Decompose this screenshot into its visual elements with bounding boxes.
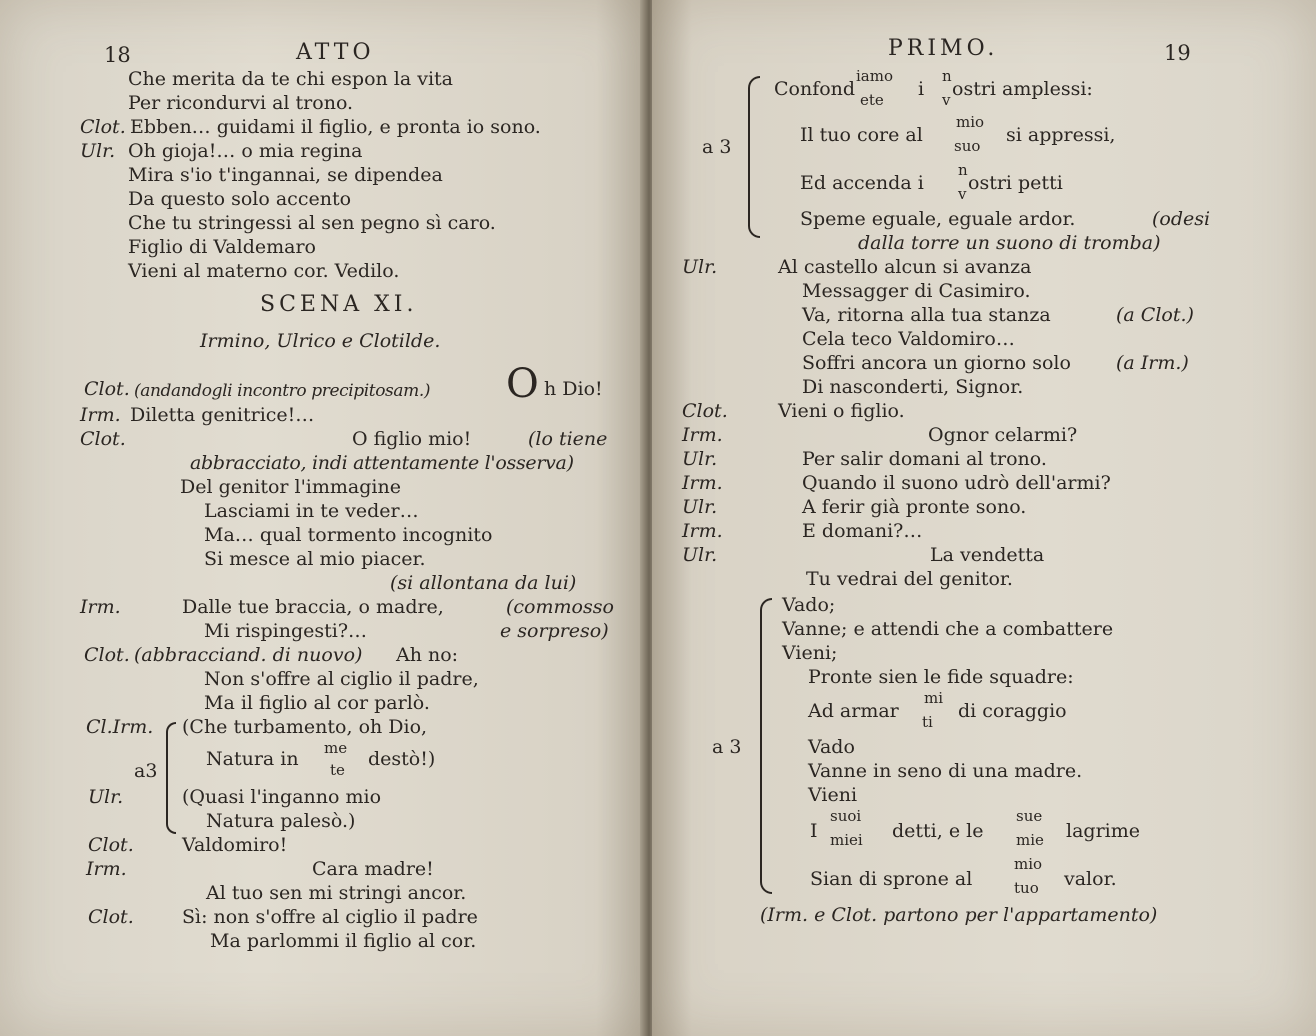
page-number: 18 [104, 43, 131, 67]
speaker-label: Irm. [682, 520, 723, 542]
verse-line: i [918, 78, 925, 100]
scene-characters: Irmino, Ulrico e Clotilde. [200, 330, 441, 352]
speaker-label: Clot. [88, 834, 134, 856]
verse-line: Vieni al materno cor. Vedilo. [128, 260, 400, 282]
speaker-label: Irm. [80, 404, 121, 426]
speaker-label: Ulr. [682, 256, 718, 278]
stage-direction: dalla torre un suono di tromba) [858, 232, 1161, 254]
verse-line: ostri petti [968, 172, 1063, 194]
variant-lower: ti [922, 713, 933, 731]
page-number: 19 [1164, 41, 1191, 65]
brace [166, 722, 176, 834]
verse-line: Vanne in seno di una madre. [808, 760, 1083, 782]
speaker-label: Clot. [80, 428, 126, 450]
verse-line: Vieni o figlio. [778, 400, 905, 422]
speaker-label: Clot. [84, 378, 130, 400]
verse-line: Lasciami in te veder… [204, 500, 419, 522]
variant-lower: v [958, 185, 967, 203]
stage-direction: (odesi [1152, 208, 1211, 230]
verse-line: lagrime [1066, 820, 1140, 842]
speaker-label: Irm. [682, 424, 723, 446]
variant-upper: n [958, 161, 968, 179]
verse-line: Natura in [206, 748, 299, 770]
stage-direction: (commosso [506, 596, 614, 618]
verse-line: Al castello alcun si avanza [778, 256, 1032, 278]
verse-line: Cara madre! [312, 858, 434, 880]
verse-line: Va, ritorna alla tua stanza [802, 304, 1051, 326]
verse-line: valor. [1064, 868, 1117, 890]
verse-line: Che merita da te chi espon la vita [128, 68, 454, 90]
stage-direction: (a Clot.) [1116, 304, 1194, 326]
left-page [0, 0, 648, 1036]
trio-label: a 3 [702, 136, 732, 158]
verse-line: Tu vedrai del genitor. [806, 568, 1013, 590]
stage-direction: (a Irm.) [1116, 352, 1189, 374]
variant-lower: mie [1016, 831, 1044, 849]
verse-line: Ad armar [808, 700, 899, 722]
variant-upper: suoi [830, 807, 862, 825]
verse-line: Ma parlommi il figlio al cor. [210, 930, 477, 952]
verse-line: Da questo solo accento [128, 188, 352, 210]
verse-line: Confond [774, 78, 856, 100]
verse-line: Mira s'io t'ingannai, se dipendea [128, 164, 443, 186]
speaker-label: Irm. [86, 858, 127, 880]
verse-line: si appressi, [1006, 124, 1116, 146]
verse-line: Soffri ancora un giorno solo [802, 352, 1071, 374]
speaker-label: Cl.Irm. [86, 716, 154, 738]
variant-upper: mi [924, 689, 944, 707]
verse-line: Di nasconderti, Signor. [802, 376, 1024, 398]
stage-direction: e sorpreso) [500, 620, 609, 642]
verse-line: Vanne; e attendi che a combattere [782, 618, 1114, 640]
variant-lower: te [330, 761, 345, 779]
verse-line: Quando il suono udrò dell'armi? [802, 472, 1111, 494]
speaker-label: Ulr. [682, 544, 718, 566]
verse-line: Valdomiro! [182, 834, 288, 856]
verse-line: Il tuo core al [800, 124, 923, 146]
speaker-label: Clot. [682, 400, 728, 422]
verse-line: Messagger di Casimiro. [802, 280, 1031, 302]
variant-lower: v [942, 91, 951, 109]
verse-line: Figlio di Valdemaro [128, 236, 316, 258]
variant-lower: suo [954, 137, 981, 155]
verse-line: Ognor celarmi? [928, 424, 1078, 446]
verse-line: ostri amplessi: [952, 78, 1093, 100]
verse-line: Vieni [808, 784, 858, 806]
verse-line: destò!) [368, 748, 436, 770]
verse-line: detti, e le [892, 820, 984, 842]
verse-line: Sian di sprone al [810, 868, 973, 890]
verse-line: Ma… qual tormento incognito [204, 524, 493, 546]
verse-line: Ma il figlio al cor parlò. [204, 692, 430, 714]
verse-line: Diletta genitrice!… [130, 404, 315, 426]
verse-line: Sì: non s'offre al ciglio il padre [182, 906, 478, 928]
verse-line: Che tu stringessi al sen pegno sì caro. [128, 212, 496, 234]
running-head: PRIMO. [888, 36, 999, 61]
brace [760, 598, 772, 894]
speaker-label: Clot. [88, 906, 134, 928]
speaker-label: Ulr. [682, 496, 718, 518]
verse-line: Del genitor l'immagine [180, 476, 401, 498]
verse-line: Ah no: [396, 644, 459, 666]
brace [748, 76, 760, 238]
initial-letter: O [506, 361, 539, 407]
verse-line: di coraggio [958, 700, 1067, 722]
speaker-label: Irm. [682, 472, 723, 494]
verse-line: La vendetta [930, 544, 1045, 566]
verse-line: Vado [808, 736, 855, 758]
verse-line: (Quasi l'inganno mio [182, 786, 382, 808]
verse-line: O figlio mio! [352, 428, 472, 450]
stage-direction: (si allontana da lui) [390, 572, 577, 594]
speaker-label: Clot. [80, 116, 126, 138]
speaker-label: Clot. [84, 644, 130, 666]
verse-line: Per salir domani al trono. [802, 448, 1047, 470]
verse-line: Mi rispingesti?… [204, 620, 368, 642]
variant-upper: iamo [856, 67, 893, 85]
running-head: ATTO [296, 40, 375, 65]
verse-line: Vieni; [782, 642, 838, 664]
verse-line: Ed accenda i [800, 172, 924, 194]
trio-label: a 3 [712, 736, 742, 758]
stage-direction: (Irm. e Clot. partono per l'appartamento) [760, 904, 1158, 926]
verse-line: Ebben… guidami il figlio, e pronta io sono. [130, 116, 541, 138]
verse-line: Si mesce al mio piacer. [204, 548, 426, 570]
verse-line: Oh gioja!… o mia regina [128, 140, 363, 162]
verse-line: Non s'offre al ciglio il padre, [204, 668, 479, 690]
variant-lower: tuo [1014, 879, 1039, 897]
verse-line: A ferir già pronte sono. [802, 496, 1027, 518]
variant-upper: n [942, 67, 952, 85]
right-page [652, 0, 1316, 1036]
scene-title: SCENA XI. [260, 292, 418, 317]
verse-line: Al tuo sen mi stringi ancor. [206, 882, 467, 904]
verse-line: E domani?… [802, 520, 923, 542]
stage-direction: (abbracciand. di nuovo) [134, 644, 363, 666]
verse-line: Speme eguale, eguale ardor. [800, 208, 1076, 230]
variant-upper: mio [1014, 855, 1043, 873]
verse-line: I [810, 820, 818, 842]
verse-line: (Che turbamento, oh Dio, [182, 716, 428, 738]
verse-line: Cela teco Valdomiro… [802, 328, 1015, 350]
stage-direction: abbracciato, indi attentamente l'osserva) [190, 452, 574, 474]
variant-upper: mio [956, 113, 985, 131]
verse-line: Pronte sien le fide squadre: [808, 666, 1074, 688]
variant-lower: miei [830, 831, 863, 849]
variant-upper: sue [1016, 807, 1043, 825]
verse-line: Natura palesò.) [206, 810, 356, 832]
stage-direction: (lo tiene [528, 428, 608, 450]
variant-lower: ete [860, 91, 884, 109]
trio-label: a3 [134, 760, 158, 782]
speaker-label: Ulr. [88, 786, 124, 808]
verse-line: h Dio! [544, 378, 603, 400]
speaker-label: Irm. [80, 596, 121, 618]
verse-line: Vado; [782, 594, 836, 616]
verse-line: Per ricondurvi al trono. [128, 92, 354, 114]
speaker-label: Ulr. [682, 448, 718, 470]
stage-direction: (andandogli incontro precipitosam.) [134, 381, 431, 401]
verse-line: Dalle tue braccia, o madre, [182, 596, 444, 618]
variant-upper: me [324, 739, 348, 757]
speaker-label: Ulr. [80, 140, 116, 162]
